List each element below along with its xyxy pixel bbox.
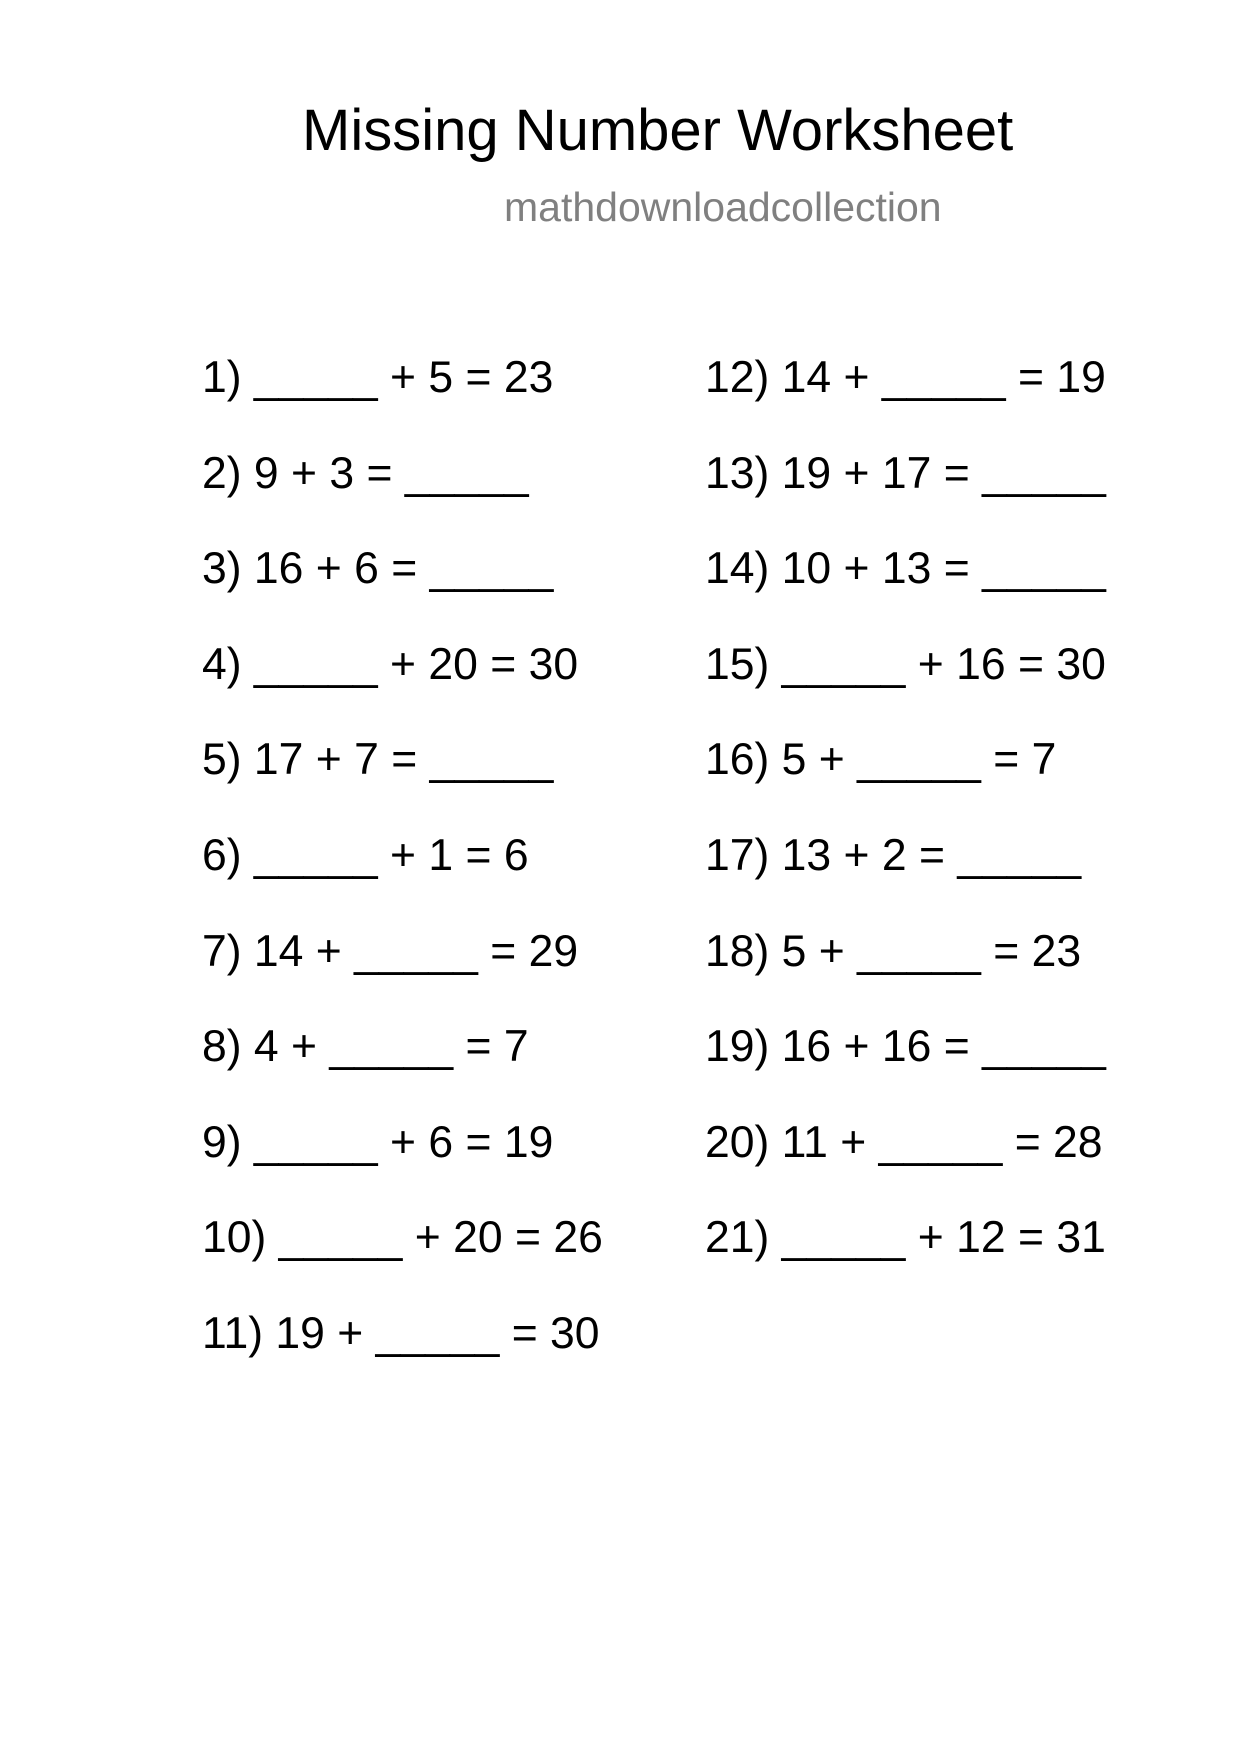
problem-3: 3) 16 + 6 = _____ [202,544,554,594]
problem-14: 14) 10 + 13 = _____ [705,544,1106,594]
problems-right-column [705,350,1106,1306]
problem-5: 5) 17 + 7 = _____ [202,735,554,785]
problems-left-column [202,350,603,1402]
problem-13: 13) 19 + 17 = _____ [705,448,1106,498]
problem-1: 1) _____ + 5 = 23 [202,353,554,402]
problem-8: 8) 4 + _____ = 7 [202,1022,529,1072]
problem-21: 21) _____ + 12 = 31 [705,1213,1106,1263]
page-subtitle: mathdownloadcollection [504,184,942,230]
problem-7: 7) 14 + _____ = 29 [202,926,579,976]
problem-15: 15) _____ + 16 = 30 [705,639,1106,689]
problem-6: 6) _____ + 1 = 6 [202,830,529,880]
problem-2: 2) 9 + 3 = _____ [202,448,529,498]
problem-12: 12) 14 + _____ = 19 [705,353,1106,402]
problem-9: 9) _____ + 6 = 19 [202,1117,554,1167]
problem-4: 4) _____ + 20 = 30 [202,639,579,689]
problem-17: 17) 13 + 2 = _____ [705,830,1082,880]
problem-18: 18) 5 + _____ = 23 [705,926,1082,976]
problem-16: 16) 5 + _____ = 7 [705,735,1057,785]
problem-19: 19) 16 + 16 = _____ [705,1022,1106,1072]
page-title: Missing Number Worksheet [302,98,1014,163]
problem-20: 20) 11 + _____ = 28 [705,1117,1103,1167]
problem-11: 11) 19 + _____ = 30 [202,1308,600,1358]
problem-10: 10) _____ + 20 = 26 [202,1213,603,1263]
